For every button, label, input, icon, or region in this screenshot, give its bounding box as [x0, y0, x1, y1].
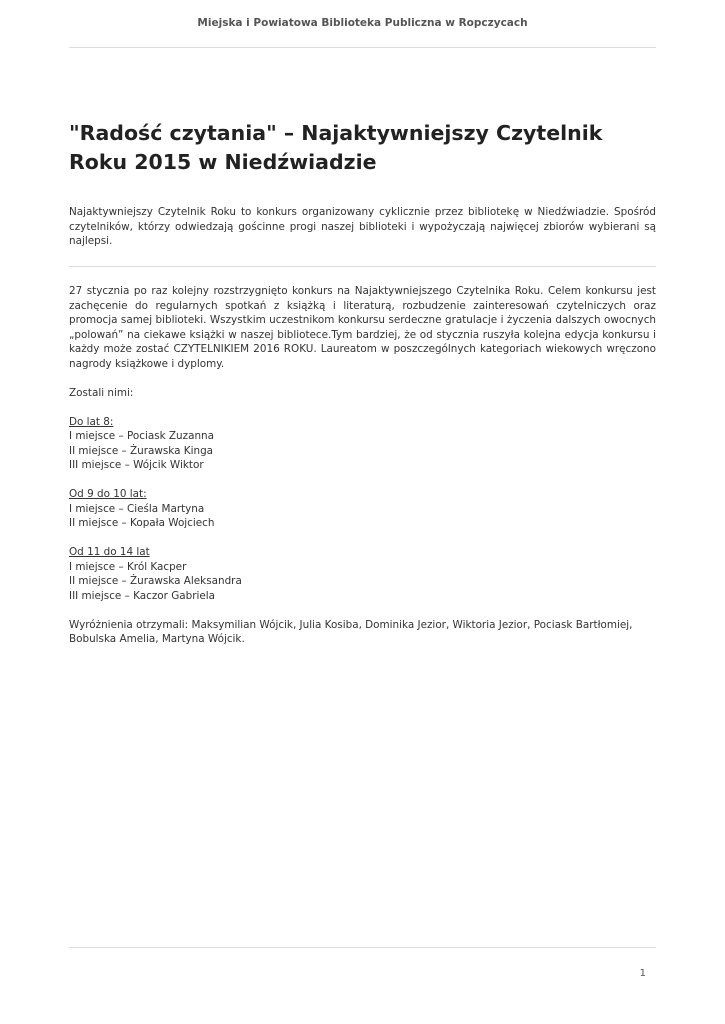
winner-entry: I miejsce – Król Kacper: [69, 560, 187, 573]
winners-intro: Zostali nimi:: [69, 386, 134, 399]
winner-entry: III miejsce – Kaczor Gabriela: [69, 589, 216, 602]
category-block: [69, 415, 656, 473]
category-heading: Od 11 do 14 lat: [69, 546, 150, 558]
category-block: [69, 487, 656, 531]
site-header: Miejska i Powiatowa Biblioteka Publiczna w Ropczycach: [197, 17, 528, 29]
winner-entry: II miejsce – Kopała Wojciech: [69, 517, 215, 529]
honorable-mentions: Wyróżnienia otrzymali: Maksymilian Wójcik, Julia Kosiba, Dominika Jezior, Wiktoria Jezior, Pociask Bartłomiej, Bobulska Amelia, Martyna Wójcik.: [69, 618, 633, 645]
article-body: [69, 284, 656, 661]
footer-divider: [69, 947, 656, 948]
winner-entry: III miejsce – Wójcik Wiktor: [69, 459, 204, 471]
header-divider: [69, 47, 656, 48]
lead-divider: [69, 266, 656, 267]
winner-entry: I miejsce – Cieśla Martyna: [69, 502, 205, 515]
winner-entry: II miejsce – Żurawska Aleksandra: [69, 575, 242, 587]
article-lead: Najaktywniejszy Czytelnik Roku to konkurs organizowany cyklicznie przez bibliotekę w Niedźwiadzie. Spośród czytelników, którzy odwiedzają gościnne progi naszej biblioteki i wypożyczają najwięcej zbiorów wybierani są najlepsi.: [69, 206, 656, 247]
category-heading: Od 9 do 10 lat:: [69, 488, 147, 500]
page-number: 1: [639, 968, 646, 979]
winner-entry: II miejsce – Żurawska Kinga: [69, 444, 214, 457]
category-heading: Do lat 8:: [69, 415, 114, 428]
body-paragraph: 27 stycznia po raz kolejny rozstrzygnięto konkurs na Najaktywniejszego Czytelnika Roku. Celem konkursu jest zachęcenie do regularnych spotkań z książką i literaturą, rozbudzenie zainteresowań czytelniczych oraz promocja samej biblioteki. Wszystkim uczestnikom konkursu serdeczne gratulacje i życzenia dalszych owocnych „polowań” na ciekawe książki w naszej bibliotece.Tym bardziej, że od stycznia ruszyła kolejna edycja konkursu i każdy może zostać CZYTELNIKIEM 2016 ROKU. Laureatom w poszczególnych kategoriach wiekowych wręczono nagrody książkowe i dyplomy.: [69, 285, 656, 370]
winner-entry: I miejsce – Pociask Zuzanna: [69, 430, 214, 442]
category-block: [69, 545, 656, 603]
article-title: "Radość czytania" – Najaktywniejszy Czytelnik Roku 2015 w Niedźwiadzie: [69, 121, 603, 174]
